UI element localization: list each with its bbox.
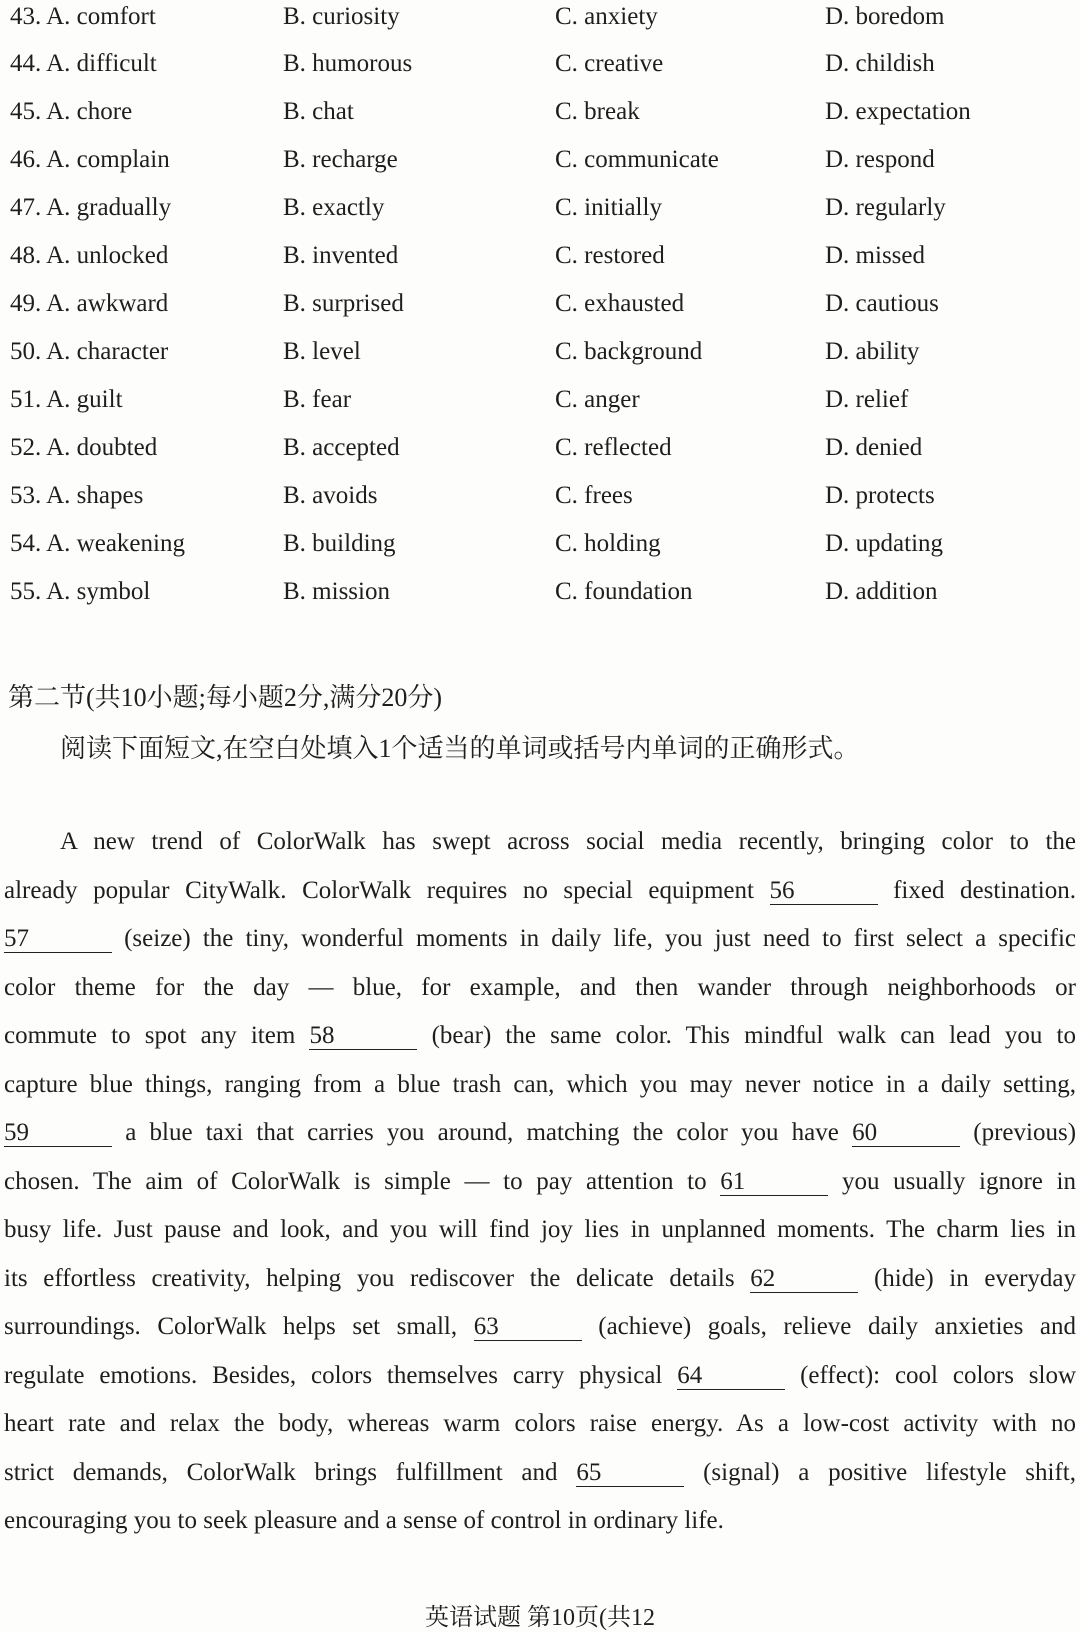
option-c: C. background: [555, 338, 703, 365]
option-d: D. relief: [825, 386, 909, 413]
option-a: 55. A. symbol: [10, 578, 151, 605]
blank-56[interactable]: 56: [770, 878, 878, 905]
option-b: B. fear: [283, 386, 352, 413]
choice-row-51: [0, 385, 1080, 425]
option-d: D. missed: [825, 242, 925, 269]
option-d: D. childish: [825, 50, 935, 77]
option-a: 43. A. comfort: [10, 3, 156, 30]
option-b: B. invented: [283, 242, 399, 269]
option-c: C. foundation: [555, 578, 693, 605]
option-a: 50. A. character: [10, 338, 169, 365]
option-a: 47. A. gradually: [10, 194, 172, 221]
option-c: C. restored: [555, 242, 665, 269]
option-c: C. anger: [555, 386, 640, 413]
option-a: 49. A. awkward: [10, 290, 169, 317]
option-d: D. cautious: [825, 290, 939, 317]
passage-line: surroundings. ColorWalk helps set small, 63 (achieve) goals, relieve daily anxieties and: [4, 1313, 1077, 1340]
choice-row-45: [0, 97, 1080, 137]
blank-60[interactable]: 60: [852, 1120, 960, 1147]
option-c: C. break: [555, 98, 640, 125]
option-d: D. boredom: [825, 3, 945, 30]
option-b: B. mission: [283, 578, 390, 605]
passage-line: regulate emotions. Besides, colors themselves carry physical 64 (effect): cool colors slow: [4, 1361, 1077, 1389]
option-a: 44. A. difficult: [10, 50, 157, 77]
passage-line: A new trend of ColorWalk has swept across social media recently, bringing color to the: [60, 828, 1076, 855]
choice-row-47: [0, 193, 1080, 233]
blank-65[interactable]: 65: [576, 1460, 684, 1487]
passage-line: busy life. Just pause and look, and you will find joy lies in unplanned moments. The charm lies in: [4, 1216, 1076, 1243]
blank-59[interactable]: 59: [4, 1120, 112, 1147]
option-a: 53. A. shapes: [10, 482, 144, 509]
option-a: 45. A. chore: [10, 98, 133, 125]
blank-58[interactable]: 58: [309, 1023, 417, 1050]
option-a: 52. A. doubted: [10, 434, 158, 461]
option-b: B. chat: [283, 98, 354, 125]
option-c: C. creative: [555, 50, 664, 77]
section-instruction: 阅读下面短文,在空白处填入1个适当的单词或括号内单词的正确形式。: [60, 734, 860, 763]
option-b: B. exactly: [283, 194, 385, 221]
blank-64[interactable]: 64: [677, 1363, 785, 1390]
option-c: C. communicate: [555, 146, 719, 173]
choice-row-52: [0, 433, 1080, 473]
option-b: B. humorous: [283, 50, 413, 77]
option-b: B. accepted: [283, 434, 400, 461]
passage-line: encouraging you to seek pleasure and a sense of control in ordinary life.: [4, 1507, 724, 1534]
passage-line: capture blue things, ranging from a blue trash can, which you may never notice in a daily setting,: [4, 1070, 1076, 1098]
choice-row-46: [0, 145, 1080, 185]
option-c: C. initially: [555, 194, 662, 221]
option-c: C. reflected: [555, 434, 672, 461]
option-a: 54. A. weakening: [10, 530, 185, 557]
option-d: D. addition: [825, 578, 938, 605]
blank-62[interactable]: 62: [750, 1266, 858, 1293]
option-a: 46. A. complain: [10, 146, 170, 173]
option-c: C. exhausted: [555, 290, 685, 317]
passage-line: strict demands, ColorWalk brings fulfillment and 65 (signal) a positive lifestyle shift,: [4, 1458, 1076, 1486]
option-a: 51. A. guilt: [10, 386, 123, 413]
section-title: 第二节(共10小题;每小题2分,满分20分): [8, 683, 443, 712]
choice-row-54: [0, 529, 1080, 569]
passage-line: 59 a blue taxi that carries you around, matching the color you have 60 (previous): [4, 1119, 1077, 1146]
choice-row-49: [0, 289, 1080, 329]
choice-row-43: [0, 2, 1080, 42]
option-d: D. denied: [825, 434, 923, 461]
passage-line: already popular CityWalk. ColorWalk requires no special equipment 56 fixed destination.: [4, 876, 1077, 904]
blank-61[interactable]: 61: [720, 1169, 828, 1196]
option-b: B. building: [283, 530, 396, 557]
option-b: B. level: [283, 338, 361, 365]
choice-row-50: [0, 337, 1080, 377]
option-b: B. curiosity: [283, 3, 400, 30]
blank-63[interactable]: 63: [474, 1314, 582, 1341]
option-a: 48. A. unlocked: [10, 242, 169, 269]
passage-line: its effortless creativity, helping you rediscover the delicate details 62 (hide) in everyday: [4, 1264, 1077, 1292]
choice-row-55: [0, 577, 1080, 617]
option-c: C. holding: [555, 530, 661, 557]
option-d: D. expectation: [825, 98, 971, 125]
page-footer: 英语试题 第10页(共12: [425, 1605, 655, 1631]
choice-row-48: [0, 241, 1080, 281]
option-b: B. surprised: [283, 290, 404, 317]
passage-line: color theme for the day — blue, for example, and then wander through neighborhoods or: [4, 973, 1076, 1001]
option-d: D. respond: [825, 146, 935, 173]
passage: [4, 826, 1076, 1554]
passage-line: chosen. The aim of ColorWalk is simple — to pay attention to 61 you usually ignore in: [4, 1167, 1076, 1195]
option-d: D. protects: [825, 482, 935, 509]
option-c: C. anxiety: [555, 3, 658, 30]
passage-line: heart rate and relax the body, whereas warm colors raise energy. As a low-cost activity with no: [4, 1410, 1076, 1437]
choice-row-53: [0, 481, 1080, 521]
option-d: D. regularly: [825, 194, 946, 221]
blank-57[interactable]: 57: [4, 926, 112, 953]
passage-line: commute to spot any item 58 (bear) the same color. This mindful walk can lead you to: [4, 1022, 1076, 1049]
option-c: C. frees: [555, 482, 633, 509]
option-b: B. recharge: [283, 146, 398, 173]
option-d: D. ability: [825, 338, 920, 365]
option-b: B. avoids: [283, 482, 378, 509]
choice-row-44: [0, 49, 1080, 89]
passage-line: 57 (seize) the tiny, wonderful moments in daily life, you just need to first select a specific: [4, 925, 1076, 952]
option-d: D. updating: [825, 530, 944, 557]
